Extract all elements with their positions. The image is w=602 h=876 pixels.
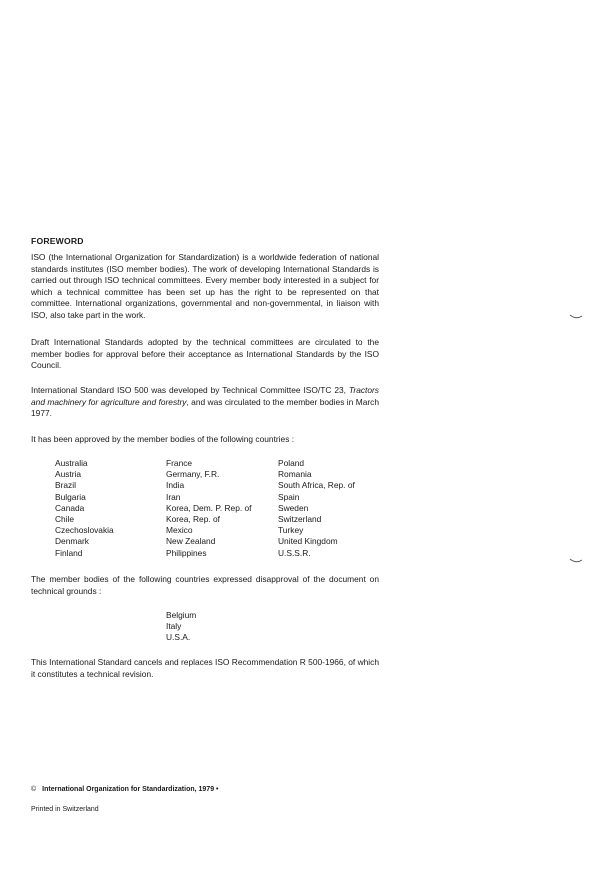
country-item: Spain: [278, 491, 300, 502]
country-item: Korea, Dem. P. Rep. of: [166, 502, 252, 513]
country-item: Austria: [55, 469, 82, 480]
paragraph-development-start: International Standard ISO 500 was developed by Technical Committee ISO/TC 23,: [31, 385, 346, 395]
country-item: Poland: [278, 458, 305, 468]
approving-countries-column-2: [166, 458, 252, 559]
paragraph-draft-standards: Draft International Standards adopted by the technical committees are circulated to the member bodies for approval before their acceptance as International Standards by the ISO Council.: [31, 337, 379, 371]
country-item: Mexico: [166, 525, 193, 536]
country-item: U.S.A.: [166, 632, 191, 643]
printed-location: Printed in Switzerland: [31, 806, 99, 813]
foreword-heading: FOREWORD: [31, 236, 84, 246]
country-item: Australia: [55, 458, 88, 468]
country-item: Brazil: [55, 480, 76, 491]
country-item: Iran: [166, 491, 181, 502]
disapproving-countries: [166, 610, 196, 644]
country-item: Sweden: [278, 502, 309, 513]
paragraph-replacement: This International Standard cancels and replaces ISO Recommendation R 500-1966, of which it constitutes a technical revision.: [31, 657, 379, 679]
approving-countries-column-1: [55, 458, 114, 559]
paragraph-iso-description: ISO (the International Organization for Standardization) is a worldwide federation of national standards institutes (ISO member bodies). The work of developing International Standards is carried out through ISO technical committees. Every member body interested in a subject for which a technical committee has been set up has the right to be represented on that committee. International organizations, governmental and non-governmental, in liaison with ISO, also take part in the work.: [31, 252, 379, 320]
binding-mark-icon: [569, 558, 583, 564]
paragraph-development: [31, 385, 379, 420]
approving-countries-column-3: [278, 458, 355, 559]
country-item: Denmark: [55, 536, 89, 547]
country-item: France: [166, 458, 193, 468]
country-item: Bulgaria: [55, 491, 86, 502]
committee-title: Tractors and machinery for agriculture and forestry: [31, 385, 379, 407]
country-item: Czechoslovakia: [55, 525, 114, 536]
copyright-icon: ©: [31, 786, 37, 793]
country-item: Belgium: [166, 610, 197, 620]
country-item: South Africa, Rep. of: [278, 480, 355, 491]
country-item: Korea, Rep. of: [166, 514, 221, 525]
country-item: Italy: [166, 621, 182, 632]
country-item: U.S.S.R.: [278, 547, 311, 558]
country-item: Canada: [55, 502, 85, 513]
country-item: Turkey: [278, 525, 304, 536]
country-item: Chile: [55, 514, 75, 525]
binding-mark-icon: [569, 314, 583, 320]
country-item: India: [166, 480, 185, 491]
country-item: Switzerland: [278, 514, 322, 525]
copyright-line: [31, 786, 218, 793]
paragraph-approval: It has been approved by the member bodies of the following countries :: [31, 434, 295, 444]
paragraph-development-end: , and was circulated to the member bodies in March 1977.: [31, 396, 379, 419]
country-item: Germany, F.R.: [166, 469, 220, 480]
paragraph-disapproval: The member bodies of the following countries expressed disapproval of the document on technical grounds :: [31, 574, 379, 596]
country-item: United Kingdom: [278, 536, 338, 547]
country-item: New Zealand: [166, 536, 216, 547]
country-item: Philippines: [166, 547, 207, 558]
country-item: Finland: [55, 547, 83, 558]
country-item: Romania: [278, 469, 312, 480]
copyright-text: International Organization for Standardization, 1979 •: [42, 786, 219, 793]
